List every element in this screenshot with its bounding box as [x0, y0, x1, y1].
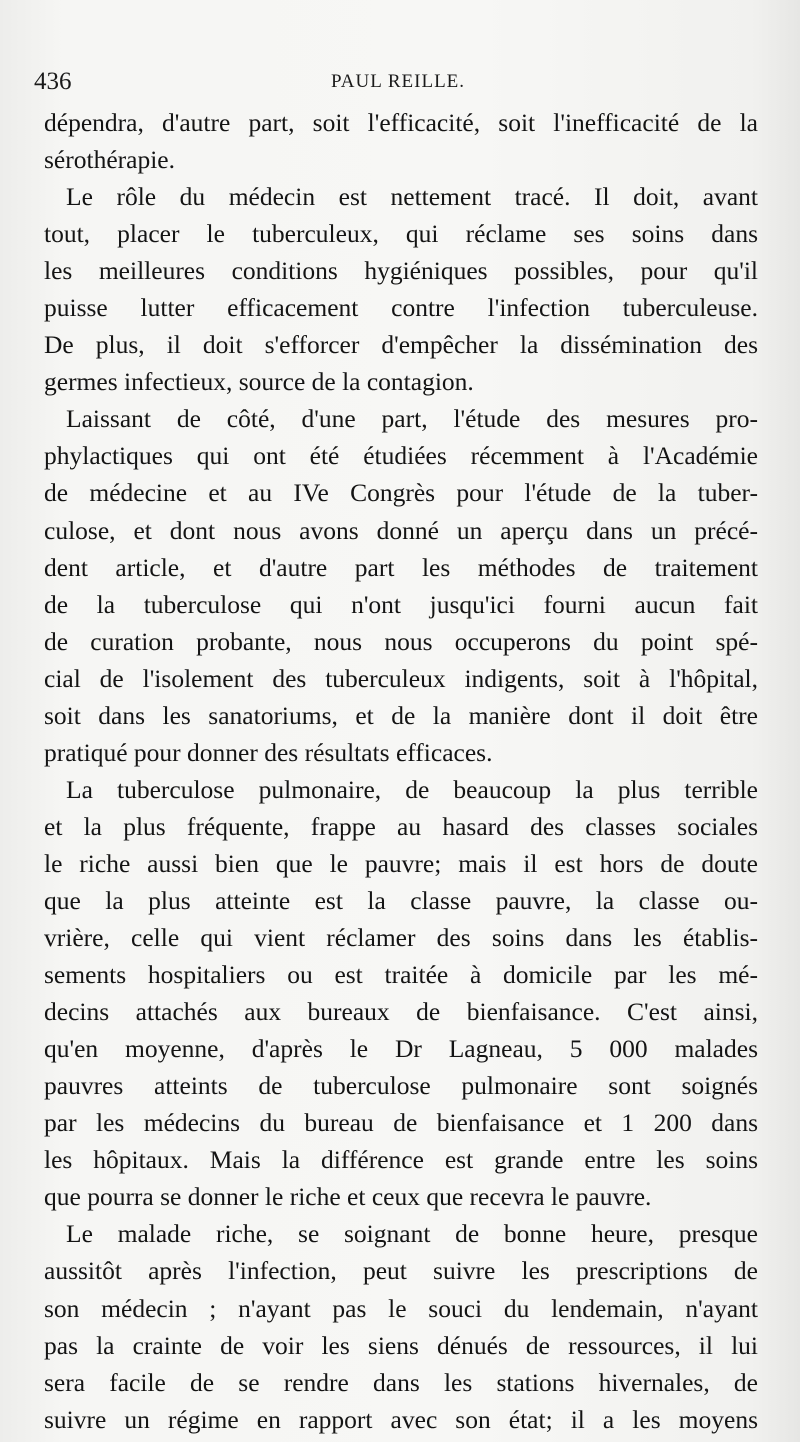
text-line: tout, placer le tuberculeux, qui réclame ses soins dans — [44, 219, 758, 249]
text-line: les meilleures conditions hygiéniques possibles, pour qu'il — [44, 256, 758, 286]
paragraph — [44, 178, 758, 400]
text-line: le riche aussi bien que le pauvre; mais il est hors de doute — [44, 848, 758, 878]
text-line: vrière, celle qui vient réclamer des soins dans les établis- — [44, 923, 758, 953]
text-line: pratiqué pour donner des résultats efficaces. — [44, 737, 493, 767]
text-line: que pourra se donner le riche et ceux que recevra le pauvre. — [44, 1182, 652, 1212]
page-number: 436 — [34, 68, 72, 95]
text-line: De plus, il doit s'efforcer d'empêcher la dissémination des — [44, 330, 758, 360]
text-line: suivre un régime en rapport avec son état; il a les moyens — [44, 1404, 758, 1434]
text-line: de médecine et au IVe Congrès pour l'étude de la tuber- — [44, 478, 758, 508]
text-line: aussitôt après l'infection, peut suivre les prescriptions de — [44, 1256, 758, 1286]
text-line: puisse lutter efficacement contre l'infection tuberculeuse. — [44, 293, 758, 323]
text-line: pas la crainte de voir les siens dénués de ressources, il lui — [44, 1330, 758, 1360]
text-line: que la plus atteinte est la classe pauvre, la classe ou- — [44, 885, 758, 915]
text-line: Laissant de côté, d'une part, l'étude des mesures pro- — [66, 404, 758, 434]
text-line: Le rôle du médecin est nettement tracé. Il doit, avant — [66, 182, 758, 212]
text-line: phylactiques qui ont été étudiées récemment à l'Académie — [44, 441, 758, 471]
text-line: de curation probante, nous nous occuperons du point spé- — [44, 626, 758, 656]
text-line: sements hospitaliers ou est traitée à domicile par les mé- — [44, 960, 758, 990]
text-line: et la plus fréquente, frappe au hasard des classes sociales — [44, 811, 758, 841]
paragraph — [44, 104, 758, 178]
text-line: qu'en moyenne, d'après le Dr Lagneau, 5 000 malades — [44, 1034, 758, 1064]
paragraph — [44, 400, 758, 770]
page-header — [34, 62, 762, 102]
body-text — [44, 104, 758, 1438]
text-line: dent article, et d'autre part les méthodes de traitement — [44, 552, 758, 582]
text-line: soit dans les sanatoriums, et de la manière dont il doit être — [44, 700, 758, 730]
text-line: pauvres atteints de tuberculose pulmonaire sont soignés — [44, 1071, 758, 1101]
text-line: dépendra, d'autre part, soit l'efficacité, soit l'inefficacité de la — [44, 108, 758, 137]
running-head: PAUL REILLE. — [330, 71, 466, 92]
text-line: Le malade riche, se soignant de bonne heure, presque — [66, 1219, 758, 1249]
text-line: les hôpitaux. Mais la différence est grande entre les soins — [44, 1145, 758, 1175]
text-line: germes infectieux, source de la contagion. — [44, 367, 474, 397]
text-line: sérothérapie. — [44, 145, 175, 175]
text-line: decins attachés aux bureaux de bienfaisance. C'est ainsi, — [44, 997, 758, 1027]
text-line: par les médecins du bureau de bienfaisance et 1 200 dans — [44, 1108, 758, 1138]
paragraph — [44, 771, 758, 1216]
text-line: cial de l'isolement des tuberculeux indigents, soit à l'hôpital, — [44, 663, 758, 693]
text-line: de la tuberculose qui n'ont jusqu'ici fourni aucun fait — [44, 589, 758, 619]
text-line: La tuberculose pulmonaire, de beaucoup la plus terrible — [66, 774, 758, 804]
text-line: culose, et dont nous avons donné un aperçu dans un précé- — [44, 515, 758, 545]
paragraph — [44, 1215, 758, 1437]
text-line: son médecin ; n'ayant pas le souci du lendemain, n'ayant — [44, 1293, 758, 1323]
text-line: sera facile de se rendre dans les stations hivernales, de — [44, 1367, 758, 1397]
